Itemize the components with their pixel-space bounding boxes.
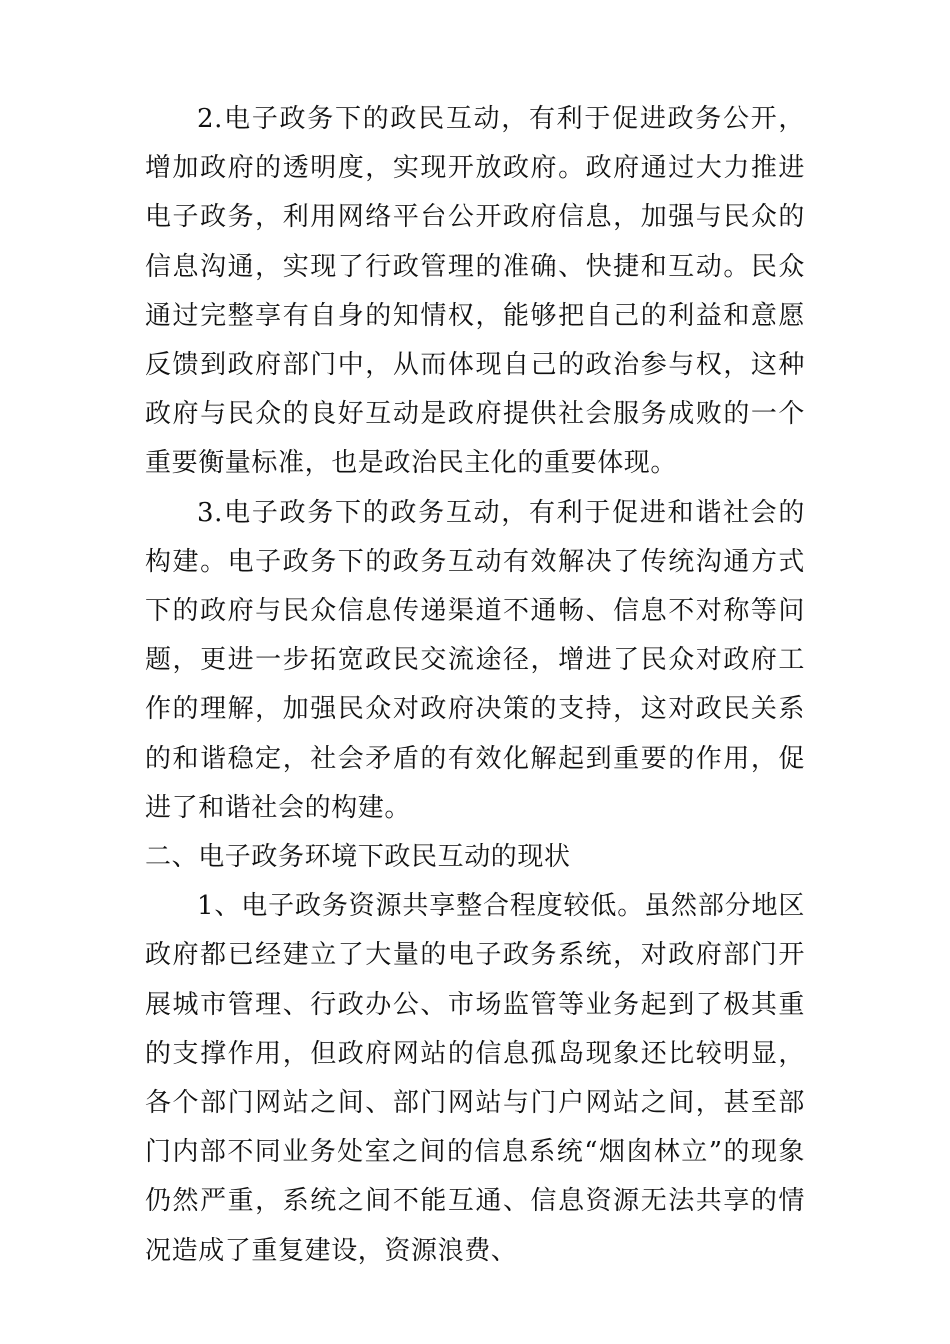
paragraph-e-gov-transparency: 2.电子政务下的政民互动，有利于促进政务公开，增加政府的透明度，实现开放政府。政府通过大力推进电子政务，利用网络平台公开政府信息，加强与民众的信息沟通，实现了行政管理的准确、快捷和互动。民众通过完整享有自身的知情权，能够把自己的利益和意愿反馈到政府部门中，从而体现自己的政治参与权，这种政府与民众的良好互动是政府提供社会服务成败的一个重要衡量标准，也是政治民主化的重要体现。 [145,104,805,479]
paragraph-resource-sharing: 1、电子政务资源共享整合程度较低。虽然部分地区政府都已经建立了大量的电子政务系统，对政府部门开展城市管理、行政办公、市场监管等业务起到了极其重的支撑作用，但政府网站的信息孤岛现象还比较明显，各个部门网站之间、部门网站与门户网站之间，甚至部门内部不同业务处室之间的信息系统“烟囱林立”的现象仍然严重，系统之间不能互通、信息资源无法共享的情况造成了重复建设，资源浪费、 [145,891,805,1266]
document-body [145,95,805,1276]
paragraph-e-gov-harmonious-society: 3.电子政务下的政务互动，有利于促进和谐社会的构建。电子政务下的政务互动有效解决了传统沟通方式下的政府与民众信息传递渠道不通畅、信息不对称等问题，更进一步拓宽政民交流途径，增进了民众对政府工作的理解，加强民众对政府决策的支持，这对政民关系的和谐稳定，社会矛盾的有效化解起到重要的作用，促进了和谐社会的构建。 [145,497,805,823]
section-heading-current-status: 二、电子政务环境下政民互动的现状 [145,842,571,873]
